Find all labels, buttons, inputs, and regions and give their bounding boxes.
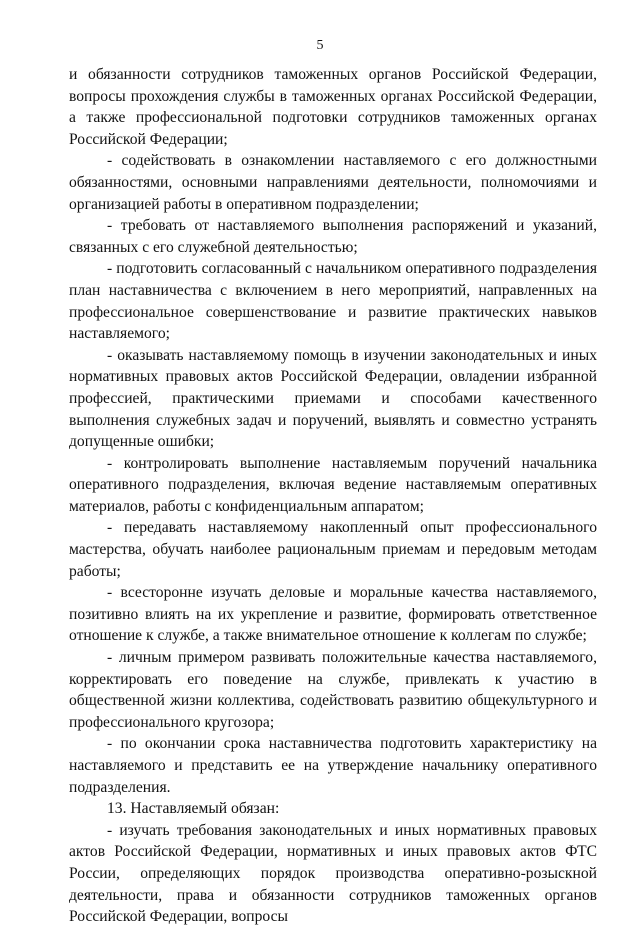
paragraph-control-execution: - контролировать выполнение наставляемым поручений начальника оперативного подразделения, включая ведение наставляемым оперативных материалов, работы с конфиденциальным аппаратом; — [69, 454, 597, 515]
page-number: 5 — [316, 38, 324, 53]
paragraph-prepare-mentoring-plan: - подготовить согласованный с начальником оперативного подразделения план наставничества с включением в него мероприятий, направленных на профессиональное совершенствование и развитие практических навыков наставляемого; — [69, 260, 597, 343]
paragraph-transfer-experience: - передавать наставляемому накопленный опыт профессионального мастерства, обучать наиболее рациональным приемам и передовым методам работы; — [69, 519, 597, 580]
paragraph-personal-example: - личным примером развивать положительные качества наставляемого, корректировать его поведение на службе, привлекать к участию в общественной жизни коллектива, содействовать развитию общекультурного и профессионального кругозора; — [69, 649, 597, 731]
paragraph-demand-execution: - требовать от наставляемого выполнения распоряжений и указаний, связанных с его служебной деятельностью; — [69, 217, 597, 256]
paragraph-assist-familiarization: - содействовать в ознакомлении наставляемого с его должностными обязанностями, основными направлениями деятельности, полномочиями и организацией работы в оперативном подразделении; — [69, 152, 597, 213]
paragraph-study-qualities: - всесторонне изучать деловые и моральные качества наставляемого, позитивно влиять на их укрепление и развитие, формировать ответственное отношение к службе, а также внимательное отношение к коллегам по службе; — [69, 584, 597, 645]
section-heading-mentee-duties: 13. Наставляемый обязан: — [107, 800, 280, 818]
paragraph-continued-duties: и обязанности сотрудников таможенных органов Российской Федерации, вопросы прохождения службы в таможенных органах Российской Федерации, а также профессиональной подготовки сотрудников таможенных органах Российской Федерации; — [69, 66, 597, 148]
document-body — [69, 64, 597, 928]
paragraph-prepare-characteristic: - по окончании срока наставничества подготовить характеристику на наставляемого и представить ее на утверждение начальнику оперативного подразделения. — [69, 735, 597, 796]
paragraph-provide-assistance: - оказывать наставляемому помощь в изучении законодательных и иных нормативных правовых актов Российской Федерации, овладении избранной профессией, практическими приемами и способами качественного выполнения служебных задач и поручений, выявлять и совместно устранять допущенные ошибки; — [69, 346, 597, 451]
paragraph-study-requirements: - изучать требования законодательных и иных нормативных правовых актов Российской Федерации, нормативных и иных правовых актов ФТС России, определяющих порядок производства оперативно-розыскной деятельности, права и обязанности сотрудников таможенных органов Российской Федерации, вопросы — [69, 821, 597, 926]
